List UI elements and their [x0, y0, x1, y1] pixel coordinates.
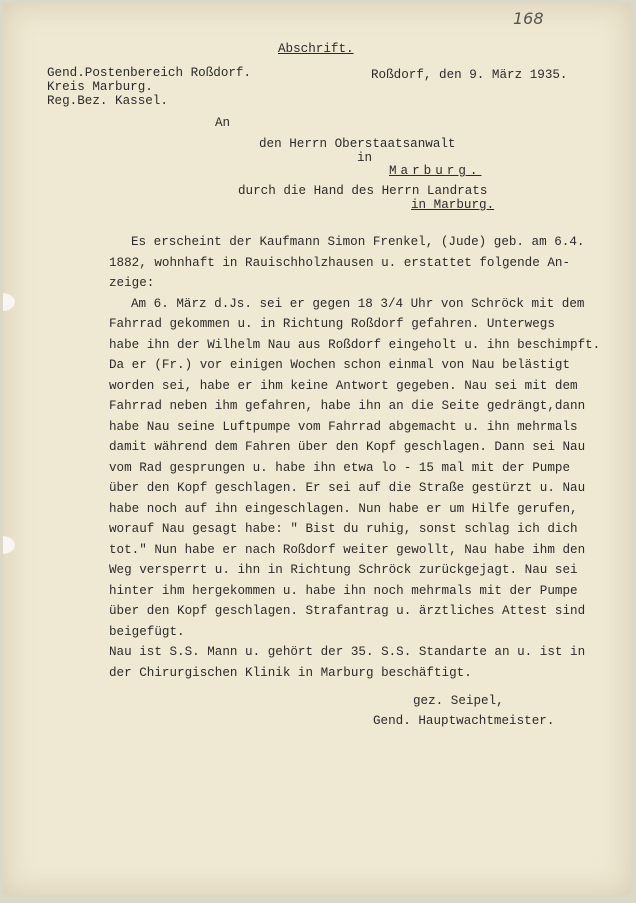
body-line: 1882, wohnhaft in Rauischholzhausen u. erstattet folgende An-	[109, 255, 571, 270]
recipient-via-in: in Marburg.	[411, 198, 495, 212]
folio-number: 168	[513, 9, 544, 28]
body-line: Weg versperrt u. ihn in Richtung Schröck zurückgejagt. Nau sei	[109, 562, 578, 577]
body-line: habe Nau seine Luftpumpe vom Fahrrad abgemacht u. ihn mehrmals	[109, 419, 578, 434]
body-line: hinter ihm hergekommen u. habe ihn noch mehrmals mit der Pumpe	[109, 583, 578, 598]
body-line: worden sei, habe er ihm keine Antwort gegeben. Nau sei mit dem	[109, 378, 578, 393]
body-line: Da er (Fr.) vor einigen Wochen schon einmal von Nau belästigt	[109, 357, 571, 372]
body-line: vom Rad gesprungen u. habe ihn etwa lo - 15 mal mit der Pumpe	[109, 460, 571, 475]
recipient-line-1: den Herrn Oberstaatsanwalt	[259, 137, 456, 151]
body-line: der Chirurgischen Klinik in Marburg beschäftigt.	[109, 665, 472, 680]
body-line: habe ihn der Wilhelm Nau aus Roßdorf eingeholt u. ihn beschimpft.	[109, 337, 601, 352]
recipient-an: An	[215, 116, 231, 130]
body-line: über den Kopf geschlagen. Strafantrag u. ärztliches Attest sind	[109, 603, 586, 618]
recipient-city: Marburg.	[389, 164, 482, 178]
recipient-in: in	[357, 151, 373, 165]
body-line: worauf Nau gesagt habe: " Bist du ruhig, sonst schlag ich dich	[109, 521, 578, 536]
body-line: über den Kopf geschlagen. Er sei auf die Straße gestürzt u. Nau	[109, 480, 586, 495]
heading: Abschrift.	[278, 42, 354, 56]
punch-hole	[3, 293, 15, 311]
signature-rank: Gend. Hauptwachtmeister.	[373, 714, 555, 728]
body-line: tot." Nun habe er nach Roßdorf weiter gewollt, Nau habe ihm den	[109, 542, 586, 557]
body-line: beigefügt.	[109, 624, 185, 639]
body-line: Es erscheint der Kaufmann Simon Frenkel, (Jude) geb. am 6.4.	[131, 234, 585, 249]
body-line: Nau ist S.S. Mann u. gehört der 35. S.S. Standarte an u. ist in	[109, 644, 586, 659]
place-date: Roßdorf, den 9. März 1935.	[371, 68, 568, 82]
sender-line-2: Kreis Marburg.	[47, 80, 153, 94]
body-line: zeige:	[109, 275, 155, 290]
body-line: Fahrrad neben ihm gefahren, habe ihn an die Seite gedrängt,dann	[109, 398, 586, 413]
signature-name: gez. Seipel,	[413, 694, 504, 708]
body-line: Fahrrad gekommen u. in Richtung Roßdorf gefahren. Unterwegs	[109, 316, 555, 331]
punch-hole	[3, 536, 15, 554]
body-line: Am 6. März d.Js. sei er gegen 18 3/4 Uhr von Schröck mit dem	[131, 296, 585, 311]
sender-line-3: Reg.Bez. Kassel.	[47, 94, 168, 108]
document-page	[3, 3, 631, 895]
body-line: habe noch auf ihn eingeschlagen. Nun habe er um Hilfe gerufen,	[109, 501, 578, 516]
sender-line-1: Gend.Postenbereich Roßdorf.	[47, 66, 252, 80]
recipient-via: durch die Hand des Herrn Landrats	[238, 184, 488, 198]
body-line: damit während dem Fahren über den Kopf geschlagen. Dann sei Nau	[109, 439, 586, 454]
